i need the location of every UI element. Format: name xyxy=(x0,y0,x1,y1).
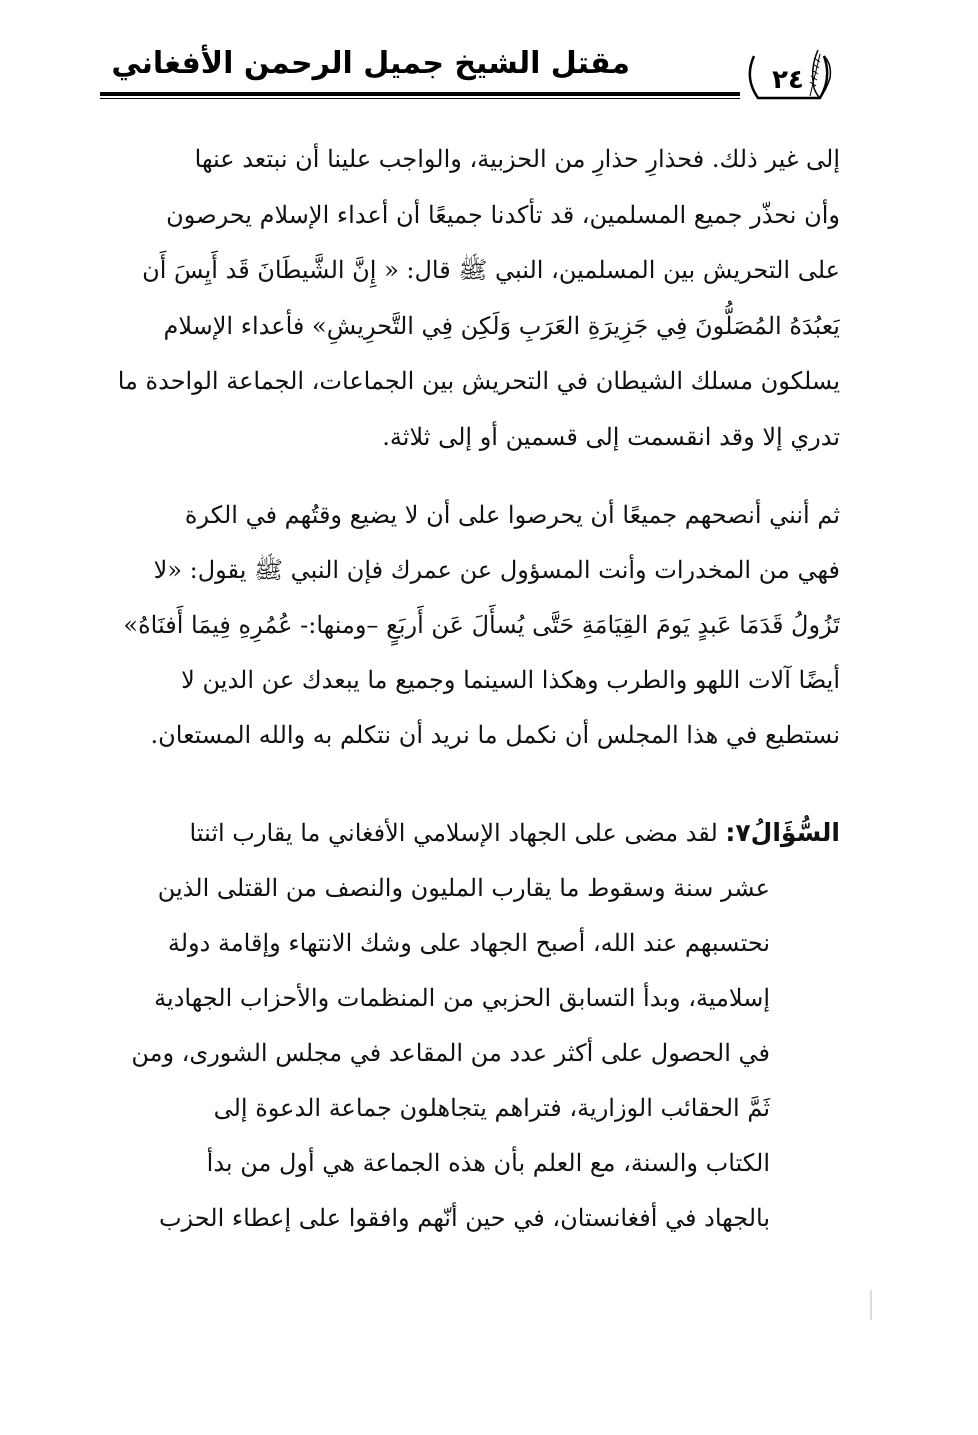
header-rule xyxy=(100,92,740,96)
text-line: يَعبُدَهُ المُصَلُّونَ فِي جَزِيرَةِ العَرَبِ وَلَكِن فِي التَّحرِيشِ» فأعداء الإسلام xyxy=(163,311,840,340)
question-text: لقد مضى على الجهاد الإسلامي الأفغاني ما يقارب اثنتا xyxy=(189,819,718,847)
paragraph-2 xyxy=(115,488,840,763)
question-7 xyxy=(105,805,840,1246)
page-header xyxy=(100,40,840,100)
text-line: بالجهاد في أفغانستان، في حين أنّهم وافقوا على إعطاء الحزب xyxy=(158,1204,770,1232)
text-line: إسلامية، وبدأ التسابق الحزبي من المنظمات والأحزاب الجهادية xyxy=(154,984,770,1012)
page-number: ٢٤ xyxy=(772,65,804,95)
page-header-title: مقتل الشيخ جميل الرحمن الأفغاني xyxy=(111,46,630,81)
text-line: نحتسبهم عند الله، أصبح الجهاد على وشك الانتهاء وإقامة دولة xyxy=(167,929,770,957)
text-line: أيضًا آلات اللهو والطرب وهكذا السينما وجميع ما يبعدك عن الدين لا xyxy=(181,666,840,694)
paragraph-1 xyxy=(115,132,840,465)
text-line: فهي من المخدرات وأنت المسؤول عن عمرك فإن النبي ﷺ يقول: «لا xyxy=(153,556,840,584)
text-line: تَزُولُ قَدَمَا عَبدٍ يَومَ القِيَامَةِ حَتَّى يُسأَلَ عَن أَربَعٍ –ومنها:- عُمُرِهِ فِيمَا أَفنَاهُ» xyxy=(123,611,840,639)
text-line: ثم أنني أنصحهم جميعًا أن يحرصوا على أن لا يضيع وقتُهم في الكرة xyxy=(184,501,840,529)
text-line: إلى غير ذلك. فحذارِ حذارِ من الحزبية، والواجب علينا أن نبتعد عنها xyxy=(194,145,840,173)
text-line: وأن نحذّر جميع المسلمين، قد تأكدنا جميعًا أن أعداء الإسلام يحرصون xyxy=(166,200,840,229)
scan-edge-mark xyxy=(870,1290,872,1320)
text-line: تدري إلا وقد انقسمت إلى قسمين أو إلى ثلاثة. xyxy=(382,422,840,451)
text-line: في الحصول على أكثر عدد من المقاعد في مجلس الشورى، ومن xyxy=(131,1039,770,1067)
text-line: ثَمَّ الحقائب الوزارية، فتراهم يتجاهلون جماعة الدعوة إلى xyxy=(213,1094,770,1122)
header-rule-thin xyxy=(100,98,740,99)
text-line: على التحريش بين المسلمين، النبي ﷺ قال: « إِنَّ الشَّيطَانَ قَد أَيِسَ أَن xyxy=(142,256,840,284)
text-line: نستطيع في هذا المجلس أن نكمل ما نريد أن نتكلم به والله المستعان. xyxy=(150,721,840,749)
question-first-line xyxy=(105,805,840,861)
text-line: الكتاب والسنة، مع العلم بأن هذه الجماعة هي أول من بدأ xyxy=(206,1149,770,1177)
text-line: عشر سنة وسقوط ما يقارب المليون والنصف من القتلى الذين xyxy=(157,874,770,902)
text-line: يسلكون مسلك الشيطان في التحريش بين الجماعات، الجماعة الواحدة ما xyxy=(117,367,840,395)
question-label: السُّؤَالُ٧: xyxy=(725,818,840,847)
